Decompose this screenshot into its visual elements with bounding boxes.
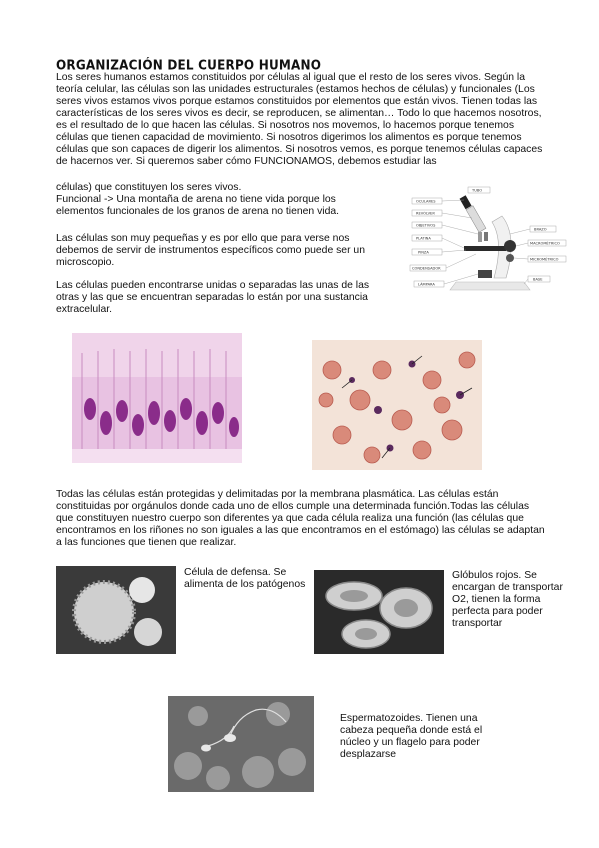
label-revolver: REVÓLVER (416, 211, 435, 216)
intro-paragraph: Los seres humanos estamos constituidos por células al igual que el resto de los seres vivos. Según la teoría celular, las células son las unidades estructurales (estamos hechos de células) y funcionales (Los seres vivos estamos vivos porque estamos constituidos por elementos que están vivos. Tienen todas las características de los seres vivos es decir, se reproducen, se alimentan… Todo lo que hacemos nosotros, es el resultado de lo que hacen las células. Si nosotros nos movemos, lo hacemos porque tenemos células que tienen capacidad de movimiento. Si nosotros digerimos los alimentos es porque tenemos células que son capaces de digerir los alimentos. Si nosotros vemos, es porque tenemos células capaces de hacernos ver. Si queremos saber cómo FUNCIONAMOS, debemos estudiar las (56, 72, 543, 167)
label-lampara: LÁMPARA (418, 282, 435, 287)
label-platina: PLATINA (416, 236, 431, 241)
page-title: ORGANIZACIÓN DEL CUERPO HUMANO (56, 57, 322, 73)
unidas-paragraph: Las células pueden encontrarse unidas o separadas las unas de las otras y las que se encuentran separadas lo están por una sustancia extracelular. (56, 280, 370, 315)
label-base: BASE (533, 277, 543, 282)
red-blood-cells-image (314, 570, 444, 654)
membrana-paragraph: Todas las células están protegidas y delimitadas por la membrana plasmática. Las células están constituidas por orgánulos donde cada uno de ellos cumple una determinada función.Todas las células que constituyen nuestro cuerpo son diferentes ya que cada célula realiza una función (las células que encontramos en los riñones no son iguales a las que encontramos en el estómago) las células se adaptan a las funciones que tienen que realizar. (56, 489, 545, 548)
defense-cell-image (56, 566, 176, 654)
blood-smear-image (312, 340, 482, 470)
funcional-paragraph: Funcional -> Una montaña de arena no tiene vida porque los elementos funcionales de los granos de arena no tienen vida. (56, 194, 340, 217)
caption-defensa: Célula de defensa. Se alimenta de los patógenos (184, 567, 306, 590)
label-micrometrico: MICROMÉTRICO (530, 257, 559, 262)
pequenas-paragraph: Las células son muy pequeñas y es por ello que para verse nos debemos de servir de instrumentos específicos como puede ser un microscopio. (56, 233, 365, 268)
label-objetivos: OBJETIVOS (416, 223, 436, 228)
intro-tail: células) que constituyen los seres vivos. (56, 182, 242, 193)
caption-globulos: Glóbulos rojos. Se encargan de transportar O2, tienen la forma perfecta para poder transportar (452, 570, 563, 629)
label-pinza: PINZA (418, 250, 429, 255)
caption-esperma: Espermatozoides. Tienen una cabeza pequeña donde está el núcleo y un flagelo para poder desplazarse (340, 713, 483, 760)
spermatozoa-image (168, 696, 314, 792)
label-brazo: BRAZO (534, 227, 547, 232)
label-tubo: TUBO (472, 188, 483, 193)
label-condensador: CONDENSADOR (412, 266, 441, 271)
microscope-diagram (406, 186, 570, 296)
label-oculares: OCULARES (416, 199, 436, 204)
epithelial-tissue-image (72, 333, 242, 463)
label-macrometrico: MACROMÉTRICO (530, 241, 560, 246)
